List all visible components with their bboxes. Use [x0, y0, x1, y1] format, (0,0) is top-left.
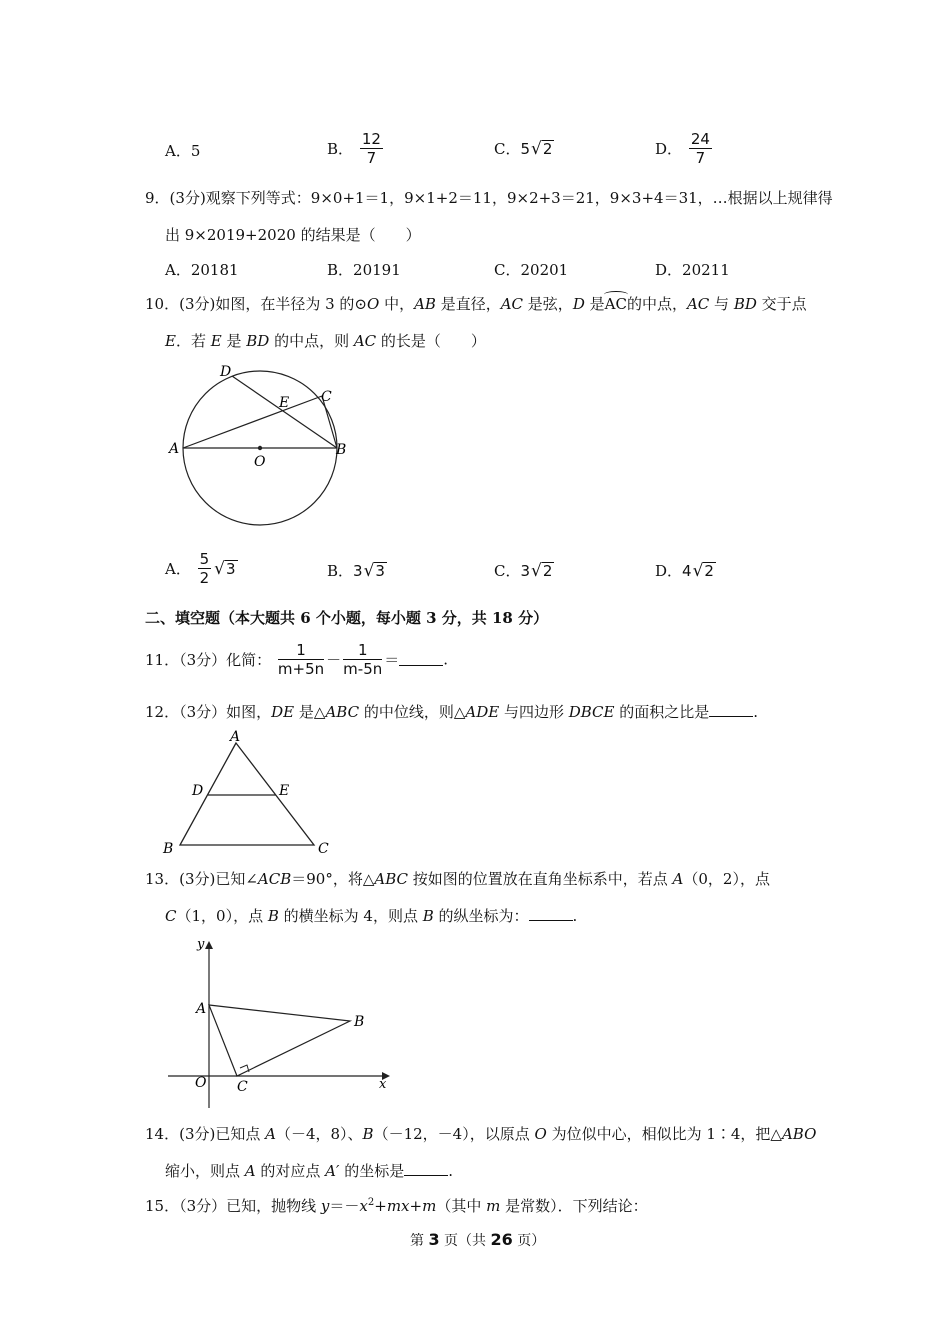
label-e: E	[279, 395, 290, 411]
q13-stem-line1: 13．(3分)已知∠ACB＝90°，将△ABC 按如图的位置放在直角坐标系中，若点 A（0，2），点	[145, 870, 770, 888]
q12-triangle-figure	[158, 726, 338, 858]
q11-answer-blank	[399, 653, 443, 666]
label-a: A	[196, 1001, 207, 1017]
arc-ac: AC	[604, 295, 627, 313]
q9-option-c: C．20201	[494, 261, 569, 279]
label-c: C	[321, 389, 332, 405]
label-d: D	[192, 783, 204, 799]
q13-stem-line2: C（1，0），点 B 的横坐标为 4，则点 B 的纵坐标为： .	[165, 907, 578, 925]
q8-option-d: D． $\frac{24}{7}$	[655, 130, 710, 167]
q15-stem: 15．（3分）已知，抛物线 $y=-x^2+mx+m$（其中 m 是常数）．下列结论：	[145, 1197, 648, 1215]
label-b: B	[336, 442, 347, 458]
page-footer: 第 3 页（共 26 页）	[410, 1230, 546, 1249]
label-d: D	[220, 364, 232, 380]
label-a: A	[169, 441, 180, 457]
q10-option-d: D．4√2	[655, 561, 714, 581]
triangle-abc	[209, 1005, 350, 1076]
q14-answer-blank	[404, 1163, 448, 1176]
q10-option-a: A． $\frac{5}{2}$ √3	[165, 550, 236, 587]
q10-stem-line2: E．若 E 是 BD 的中点，则 AC 的长是（ ）	[165, 332, 486, 350]
q10-option-b: B．3√3	[327, 561, 385, 581]
q9-option-b: B．20191	[327, 261, 401, 279]
q9-option-a: A．20181	[165, 261, 239, 279]
center-point	[258, 446, 262, 450]
label-b: B	[163, 841, 174, 857]
chord-ac	[183, 396, 322, 448]
label-x: x	[379, 1077, 387, 1092]
q8-option-a: A．5	[165, 142, 201, 160]
q14-stem-line2: 缩小，则点 A 的对应点 A′ 的坐标是 .	[165, 1162, 453, 1180]
q8-option-c: C．5√2	[494, 139, 553, 159]
q11-stem: 11．（3分）化简： $\frac{1}{m+5n}$ － $\frac{1}{m-5n}$ ＝ .	[145, 641, 449, 678]
q9-stem-line1: 9．(3分)观察下列等式：9×0+1＝1，9×1+2＝11，9×2+3＝21，9×3+4＝31，…根据以上规律得	[145, 189, 833, 207]
q10-option-c: C．3√2	[494, 561, 553, 581]
label-o: O	[254, 454, 266, 470]
q12-stem: 12．（3分）如图，DE 是△ABC 的中位线，则△ADE 与四边形 DBCE 的面积之比是 .	[145, 703, 759, 721]
q13-answer-blank	[529, 908, 573, 921]
q8-option-b: B． $\frac{12}{7}$	[327, 130, 381, 167]
label-b: B	[354, 1014, 365, 1030]
label-y: y	[197, 937, 205, 952]
q9-option-d: D．20211	[655, 261, 730, 279]
q13-coordinate-figure	[168, 935, 398, 1110]
label-a: A	[230, 729, 241, 745]
label-c: C	[237, 1079, 248, 1095]
label-e: E	[279, 783, 290, 799]
q10-circle-figure	[160, 360, 360, 535]
q9-stem-line2: 出 9×2019+2020 的结果是（ ）	[165, 226, 421, 244]
chord-bd	[232, 376, 337, 448]
q10-stem-line1: 10．(3分)如图，在半径为 3 的⊙O 中，AB 是直径，AC 是弦，D 是AC的中点，AC 与 BD 交于点	[145, 295, 807, 313]
q14-stem-line1: 14．(3分)已知点 A（－4，8）、B（－12，－4），以原点 O 为位似中心，相似比为 1∶4，把△ABO	[145, 1125, 817, 1143]
label-c: C	[318, 841, 329, 857]
section-2-title: 二、填空题（本大题共 6 个小题，每小题 3 分，共 18 分）	[145, 609, 549, 627]
label-o: O	[195, 1075, 207, 1091]
q12-answer-blank	[709, 704, 753, 717]
y-axis-arrow	[205, 941, 213, 949]
